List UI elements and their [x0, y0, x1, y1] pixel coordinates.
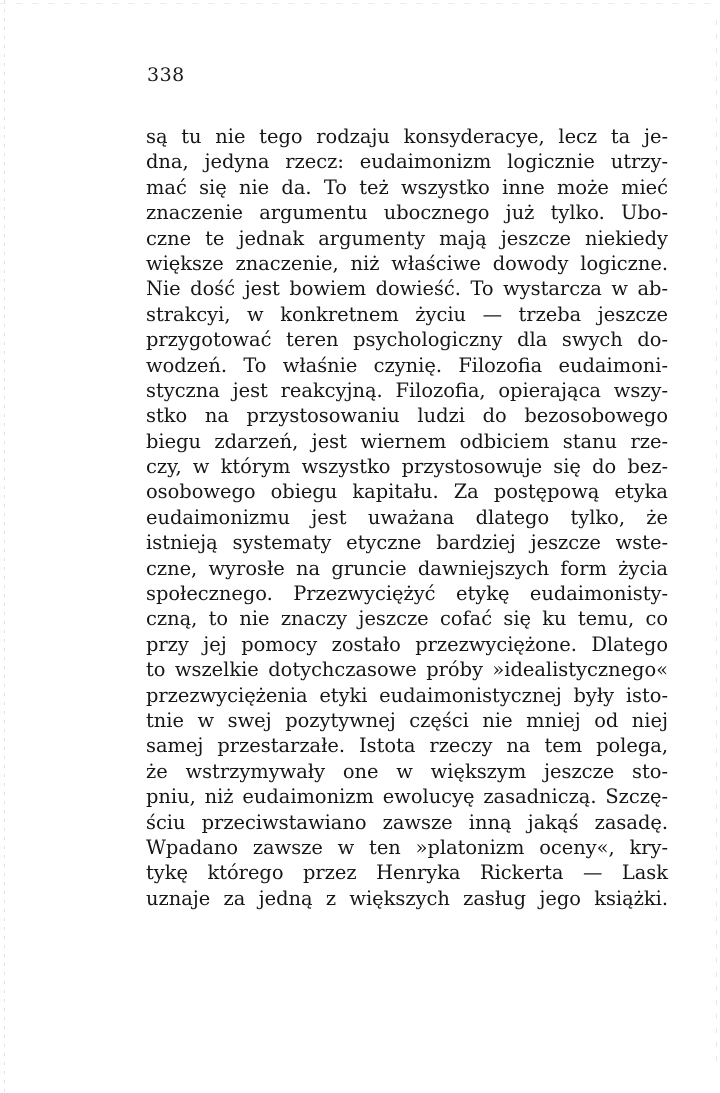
text-line: znaczenie argumentu ubocznego już tylko. Ubo-: [146, 201, 668, 225]
text-line: czne, wyrosłe na gruncie dawniejszych form życia: [146, 556, 668, 580]
text-line: większe znaczenie, niż właściwe dowody logiczne.: [146, 251, 668, 275]
body-text: [146, 124, 668, 911]
text-line: samej przestarzałe. Istota rzeczy na tem polega,: [146, 734, 668, 758]
text-line: osobowego obiegu kapitału. Za postępową etyka: [146, 480, 668, 504]
text-line: mać się nie da. To też wszystko inne może mieć: [146, 175, 668, 199]
text-line: strakcyi, w konkretnem życiu — trzeba jeszcze: [146, 302, 668, 326]
text-line: styczna jest reakcyjną. Filozofia, opierająca wszy-: [146, 378, 668, 402]
text-line: przy jej pomocy zostało przezwyciężone. Dlatego: [146, 632, 668, 656]
text-line: czne te jednak argumenty mają jeszcze niekiedy: [146, 226, 668, 250]
text-line: uznaje za jedną z większych zasług jego książki.: [146, 886, 668, 910]
text-line: dna, jedyna rzecz: eudaimonizm logicznie utrzy-: [146, 150, 668, 174]
text-line: Nie dość jest bowiem dowieść. To wystarcza w ab-: [146, 277, 668, 301]
scan-edge-top: [0, 3, 720, 4]
text-line: pniu, niż eudaimonizm ewolucyę zasadniczą. Szczę-: [146, 785, 668, 809]
text-line: są tu nie tego rodzaju konsyderacye, lecz ta je-: [146, 125, 668, 148]
text-line: to wszelkie dotychczasowe próby »idealistycznego«: [146, 658, 668, 682]
text-line: tnie w swej pozytywnej części nie mniej od niej: [146, 708, 668, 732]
text-line: biegu zdarzeń, jest wiernem odbiciem stanu rze-: [146, 429, 668, 453]
page-number: 338: [147, 64, 185, 86]
text-line: tykę którego przez Henryka Rickerta — Lask: [146, 861, 668, 885]
text-line: stko na przystosowaniu ludzi do bezosobowego: [146, 404, 668, 428]
text-line: ściu przeciwstawiano zawsze inną jakąś zasadę.: [146, 810, 668, 834]
text-line: czy, w którym wszystko przystosowuje się do bez-: [146, 455, 668, 479]
text-line: wodzeń. To właśnie czynię. Filozofia eudaimoni-: [146, 353, 668, 377]
text-line: przezwyciężenia etyki eudaimonistycznej były isto-: [146, 683, 668, 707]
text-line: że wstrzymywały one w większym jeszcze sto-: [146, 759, 668, 783]
text-line: Wpadano zawsze w ten »platonizm oceny«, kry-: [146, 835, 668, 859]
scan-edge-right: [716, 20, 717, 1070]
text-line: eudaimonizmu jest uważana dlatego tylko, że: [146, 505, 668, 529]
text-line: istnieją systematy etyczne bardziej jeszcze wste-: [146, 531, 668, 555]
text-line: społecznego. Przezwyciężyć etykę eudaimonisty-: [146, 582, 668, 606]
text-line: przygotować teren psychologiczny dla swych do-: [146, 328, 668, 352]
scan-edge-left: [4, 0, 5, 1093]
text-line: czną, to nie znaczy jeszcze cofać się ku temu, co: [146, 607, 668, 631]
